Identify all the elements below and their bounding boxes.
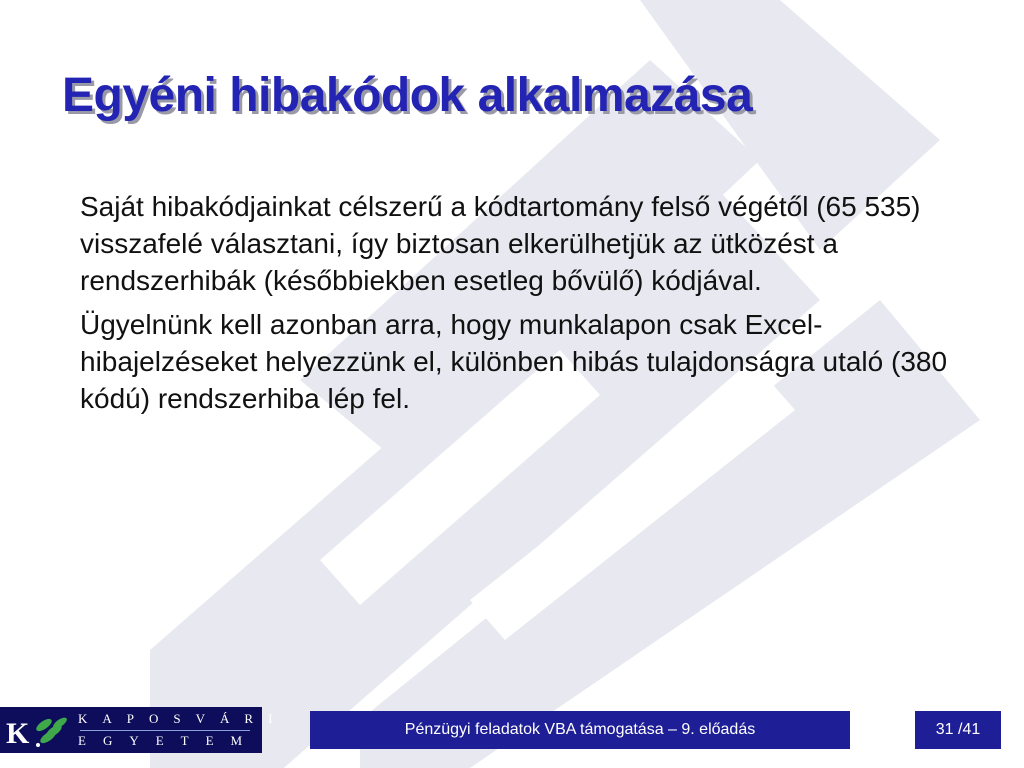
- footer-bar: [0, 707, 1024, 753]
- page-number: 31 /41: [915, 711, 1001, 749]
- slide-title: Egyéni hibakódok alkalmazása: [62, 69, 753, 122]
- university-logo: [0, 707, 288, 753]
- course-title-box: Pénzügyi feladatok VBA támogatása – 9. előadás: [310, 711, 850, 749]
- body-paragraph: Saját hibakódjainkat célszerű a kódtartomány felső végétől (65 535) visszafelé választani, így biztosan elkerülhetjük az ütközést a rendszerhibák (későbbiekben esetleg bővülő) kódjával.: [80, 191, 921, 296]
- logo-text-line1: KAPOSVÁRI: [78, 711, 288, 726]
- logo-divider: [80, 730, 250, 731]
- svg-text:K: K: [6, 717, 30, 750]
- kaposvari-egyetem-logo-icon: [4, 711, 74, 751]
- body-paragraph: Ügyelnünk kell azonban arra, hogy munkalapon csak Excel-hibajelzéseket helyezzünk el, különben hibás tulajdonságra utaló (380 kódú) rendszerhiba lép fel.: [80, 309, 948, 414]
- slide-body: [80, 188, 960, 424]
- logo-text-line2: EGYETEM: [78, 733, 260, 748]
